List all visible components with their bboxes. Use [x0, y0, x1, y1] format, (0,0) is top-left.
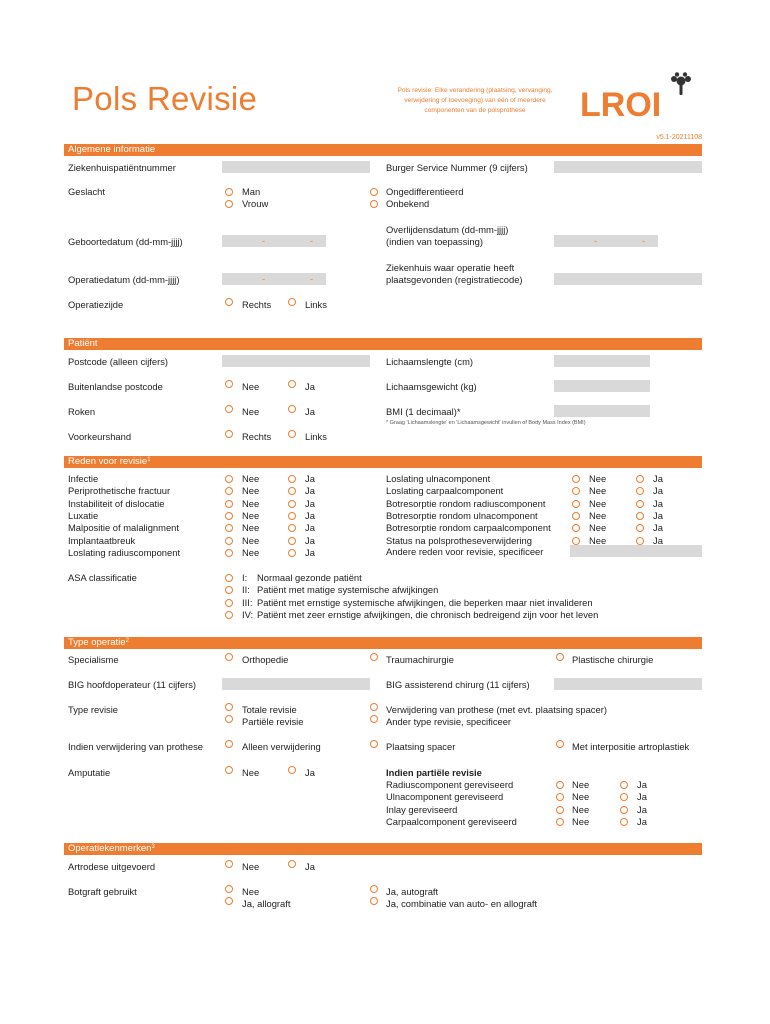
- overlijdensdatum-label: Overlijdensdatum (dd-mm-jjjj): [386, 224, 509, 235]
- botgraft-nee-radio[interactable]: [225, 885, 233, 893]
- reden-nee-label: Nee: [242, 522, 260, 534]
- reden-botresorptie-rondom-carpaalcomponent-nee-radio[interactable]: [572, 524, 580, 532]
- reden-loslating-carpaalcomponent-ja-radio[interactable]: [636, 487, 644, 495]
- reden-nee-label: Nee: [242, 485, 260, 497]
- ziekenhuis-label: Ziekenhuis waar operatie heeft: [386, 262, 515, 273]
- lichaamsgewicht-label: Lichaamsgewicht (kg): [386, 381, 477, 392]
- reden-status-na-polsprotheseverwijdering-nee-radio[interactable]: [572, 537, 580, 545]
- geslacht-onbekend-label: Onbekend: [386, 198, 430, 209]
- asa-text: Patiënt met matige systemische afwijkingen: [257, 584, 439, 596]
- asa-code: I:: [242, 572, 248, 583]
- roken-label: Roken: [68, 406, 96, 417]
- type-ander-radio[interactable]: [370, 715, 378, 723]
- reden-item-label: Loslating radiuscomponent: [68, 546, 181, 558]
- botgraft-autograft-radio[interactable]: [370, 885, 378, 893]
- partiele-ja-label: Ja: [637, 803, 647, 815]
- alleen-verwijdering-radio[interactable]: [225, 740, 233, 748]
- specialisme-plastische-label: Plastische chirurgie: [572, 654, 654, 665]
- geslacht-man-label: Man: [242, 186, 261, 197]
- voorkeurshand-rechts-radio[interactable]: [225, 430, 233, 438]
- reden-malpositie-of-malalignment-ja-radio[interactable]: [288, 524, 296, 532]
- postcode-input[interactable]: [222, 355, 370, 367]
- roken-nee-radio[interactable]: [225, 405, 233, 413]
- big-assisterend-label: BIG assisterend chirurg (11 cijfers): [386, 679, 530, 690]
- botgraft-label: Botgraft gebruikt: [68, 886, 137, 897]
- partiele-radiuscomponent-gereviseerd-ja-radio[interactable]: [620, 781, 628, 789]
- big-assisterend-input[interactable]: [554, 678, 702, 690]
- reden-item-label: Luxatie: [68, 509, 99, 521]
- alleen-verwijdering-label: Alleen verwijdering: [242, 741, 321, 752]
- reden-implantaatbreuk-nee-radio[interactable]: [225, 537, 233, 545]
- partiele-nee-label: Nee: [572, 815, 590, 827]
- reden-nee-label: Nee: [589, 509, 607, 521]
- partiele-inlay-gereviseerd-nee-radio[interactable]: [556, 806, 564, 814]
- partiele-heading: Indien partiële revisie: [386, 767, 482, 778]
- footnote-marker: 1: [147, 457, 151, 463]
- reden-item-label: Botresorptie rondom ulnacomponent: [386, 509, 538, 521]
- lroi-logo-text: LROI: [580, 86, 662, 124]
- version-label: v5.1-20211108: [656, 134, 702, 141]
- botgraft-allograft-label: Ja, allograft: [242, 898, 291, 909]
- geboortedatum-label: Geboortedatum (dd-mm-jjjj): [68, 236, 183, 247]
- partiele-inlay-gereviseerd-ja-radio[interactable]: [620, 806, 628, 814]
- reden-nee-label: Nee: [589, 534, 607, 546]
- partiele-radiuscomponent-gereviseerd-nee-radio[interactable]: [556, 781, 564, 789]
- interpositie-label: Met interpositie artroplastiek: [572, 741, 690, 752]
- andere-reden-input[interactable]: [570, 545, 702, 557]
- reden-botresorptie-rondom-radiuscomponent-ja-radio[interactable]: [636, 500, 644, 508]
- reden-loslating-ulnacomponent-nee-radio[interactable]: [572, 475, 580, 483]
- artrodese-nee-radio[interactable]: [225, 860, 233, 868]
- reden-ja-label: Ja: [305, 497, 315, 509]
- reden-item-label: Infectie: [68, 473, 99, 484]
- date-separator: -: [262, 274, 265, 284]
- asa-1-radio[interactable]: [225, 574, 233, 582]
- specialisme-traumachirurgie-label: Traumachirurgie: [386, 654, 454, 665]
- lichaamslengte-label: Lichaamslengte (cm): [386, 356, 474, 367]
- section-header-patient: Patiënt: [64, 338, 702, 350]
- reden-instabiliteit-of-dislocatie-nee-radio[interactable]: [225, 500, 233, 508]
- partiele-ulnacomponent-gereviseerd-ja-radio[interactable]: [620, 793, 628, 801]
- reden-item-label: Periprothetische fractuur: [68, 485, 171, 497]
- page-title: Pols Revisie: [72, 80, 258, 117]
- bsn-input[interactable]: [554, 161, 702, 173]
- lichaamsgewicht-input[interactable]: [554, 380, 650, 392]
- voorkeurshand-label: Voorkeurshand: [68, 431, 132, 442]
- lichaamslengte-input[interactable]: [554, 355, 650, 367]
- reden-ja-label: Ja: [305, 534, 315, 546]
- type-partiele-radio[interactable]: [225, 715, 233, 723]
- bsn-label: Burger Service Nummer (9 cijfers): [386, 162, 528, 173]
- roken-nee-label: Nee: [242, 406, 260, 417]
- reden-infectie-nee-radio[interactable]: [225, 475, 233, 483]
- partiele-carpaalcomponent-gereviseerd-nee-radio[interactable]: [556, 818, 564, 826]
- specialisme-traumachirurgie-radio[interactable]: [370, 653, 378, 661]
- asa-2-radio[interactable]: [225, 586, 233, 594]
- reden-loslating-radiuscomponent-ja-radio[interactable]: [288, 549, 296, 557]
- reden-infectie-ja-radio[interactable]: [288, 475, 296, 483]
- partiele-ulnacomponent-gereviseerd-nee-radio[interactable]: [556, 793, 564, 801]
- date-separator: -: [310, 274, 313, 284]
- botgraft-autograft-label: Ja, autograft: [386, 886, 439, 897]
- reden-ja-label: Ja: [305, 522, 315, 534]
- operatiezijde-links-label: Links: [305, 299, 327, 310]
- footnote-marker: 2: [125, 638, 129, 644]
- reden-nee-label: Nee: [242, 546, 260, 558]
- geslacht-ongedifferentieerd-label: Ongedifferentieerd: [386, 186, 464, 197]
- big-hoofdoperateur-label: BIG hoofdoperateur (11 cijfers): [68, 679, 197, 690]
- botgraft-nee-label: Nee: [242, 886, 260, 897]
- reden-ja-label: Ja: [653, 497, 663, 509]
- reden-botresorptie-rondom-carpaalcomponent-ja-radio[interactable]: [636, 524, 644, 532]
- reden-luxatie-ja-radio[interactable]: [288, 512, 296, 520]
- reden-nee-label: Nee: [242, 473, 260, 484]
- reden-loslating-ulnacomponent-ja-radio[interactable]: [636, 475, 644, 483]
- plaatsing-spacer-radio[interactable]: [370, 740, 378, 748]
- postcode-label: Postcode (alleen cijfers): [68, 356, 169, 367]
- artrodese-ja-label: Ja: [305, 861, 315, 872]
- type-partiele-label: Partiële revisie: [242, 716, 304, 727]
- type-totale-label: Totale revisie: [242, 704, 297, 715]
- asa-text: Patiënt met ernstige systemische afwijkingen, die beperken maar niet invalideren: [257, 596, 593, 608]
- roken-ja-label: Ja: [305, 406, 315, 417]
- asa-label: ASA classificatie: [68, 572, 137, 583]
- section-header-type: [64, 637, 702, 649]
- specialisme-plastische-radio[interactable]: [556, 653, 564, 661]
- type-verwijdering-radio[interactable]: [370, 703, 378, 711]
- interpositie-radio[interactable]: [556, 740, 564, 748]
- andere-reden-label: Andere reden voor revisie, specificeer: [386, 546, 544, 557]
- type-verwijdering-label: Verwijdering van prothese (met evt. plaatsing spacer): [386, 704, 607, 715]
- amputatie-nee-label: Nee: [242, 767, 260, 778]
- reden-item-label: Botresorptie rondom radiuscomponent: [386, 497, 546, 509]
- indien-verwijdering-label: Indien verwijdering van prothese: [68, 741, 203, 752]
- reden-nee-label: Nee: [589, 473, 607, 484]
- reden-loslating-carpaalcomponent-nee-radio[interactable]: [572, 487, 580, 495]
- buitenlandse-postcode-ja-label: Ja: [305, 381, 315, 392]
- reden-botresorptie-rondom-ulnacomponent-ja-radio[interactable]: [636, 512, 644, 520]
- amputatie-ja-radio[interactable]: [288, 766, 296, 774]
- artrodese-ja-radio[interactable]: [288, 860, 296, 868]
- big-hoofdoperateur-input[interactable]: [222, 678, 370, 690]
- reden-item-label: Instabiliteit of dislocatie: [68, 497, 165, 509]
- reden-item-label: Implantaatbreuk: [68, 534, 136, 546]
- asa-4-radio[interactable]: [225, 611, 233, 619]
- ziekenhuis-input[interactable]: [554, 273, 702, 285]
- asa-text: Normaal gezonde patiënt: [257, 572, 362, 583]
- reden-status-na-polsprotheseverwijdering-ja-radio[interactable]: [636, 537, 644, 545]
- botgraft-combinatie-radio[interactable]: [370, 897, 378, 905]
- bmi-footnote: * Graag 'Lichaamslengte' en 'Lichaamsgewicht' invullen of Body Mass Index (BMI): [386, 420, 586, 426]
- reden-loslating-radiuscomponent-nee-radio[interactable]: [225, 549, 233, 557]
- asa-code: III:: [242, 596, 253, 608]
- reden-ja-label: Ja: [305, 473, 315, 484]
- reden-nee-label: Nee: [589, 522, 607, 534]
- reden-item-label: Loslating ulnacomponent: [386, 473, 491, 484]
- type-totale-radio[interactable]: [225, 703, 233, 711]
- amputatie-ja-label: Ja: [305, 767, 315, 778]
- bmi-input[interactable]: [554, 405, 650, 417]
- artrodese-nee-label: Nee: [242, 861, 260, 872]
- footnote-marker: 3: [151, 844, 155, 850]
- reden-ja-label: Ja: [653, 473, 663, 484]
- date-separator: -: [594, 236, 597, 246]
- date-separator: -: [310, 236, 313, 246]
- reden-nee-label: Nee: [589, 497, 607, 509]
- reden-item-label: Loslating carpaalcomponent: [386, 485, 504, 497]
- overlijdensdatum-sublabel: (indien van toepassing): [386, 236, 483, 247]
- asa-text: Patiënt met zeer ernstige afwijkingen, die chronisch bedreigend zijn voor het leven: [257, 608, 599, 620]
- reden-ja-label: Ja: [653, 534, 663, 546]
- lroi-logo: [578, 72, 698, 124]
- section-header-algemeen: Algemene informatie: [64, 144, 702, 156]
- date-separator: -: [262, 236, 265, 246]
- reden-instabiliteit-of-dislocatie-ja-radio[interactable]: [288, 500, 296, 508]
- reden-ja-label: Ja: [305, 485, 315, 497]
- reden-botresorptie-rondom-radiuscomponent-nee-radio[interactable]: [572, 500, 580, 508]
- buitenlandse-postcode-ja-radio[interactable]: [288, 380, 296, 388]
- reden-ja-label: Ja: [305, 546, 315, 558]
- operatiezijde-links-radio[interactable]: [288, 298, 296, 306]
- geslacht-label: Geslacht: [68, 186, 105, 197]
- voorkeurshand-links-radio[interactable]: [288, 430, 296, 438]
- specialisme-label: Specialisme: [68, 654, 119, 665]
- section-title: Type operatie: [68, 637, 126, 648]
- amputatie-label: Amputatie: [68, 767, 111, 778]
- asa-code: II:: [242, 584, 250, 596]
- voorkeurshand-rechts-label: Rechts: [242, 431, 272, 442]
- operatiezijde-rechts-radio[interactable]: [225, 298, 233, 306]
- reden-ja-label: Ja: [653, 485, 663, 497]
- amputatie-nee-radio[interactable]: [225, 766, 233, 774]
- reden-ja-label: Ja: [653, 509, 663, 521]
- section-title: Reden voor revisie: [68, 456, 148, 467]
- botgraft-allograft-radio[interactable]: [225, 897, 233, 905]
- specialisme-orthopedie-label: Orthopedie: [242, 654, 289, 665]
- reden-item-label: Status na polsprotheseverwijdering: [386, 534, 532, 546]
- reden-periprothetische-fractuur-ja-radio[interactable]: [288, 487, 296, 495]
- specialisme-orthopedie-radio[interactable]: [225, 653, 233, 661]
- reden-ja-label: Ja: [653, 522, 663, 534]
- operatiezijde-label: Operatiezijde: [68, 299, 124, 310]
- ziekenhuispatientnummer-input[interactable]: [222, 161, 370, 173]
- date-separator: -: [642, 236, 645, 246]
- operatiedatum-label: Operatiedatum (dd-mm-jjjj): [68, 274, 180, 285]
- reden-malpositie-of-malalignment-nee-radio[interactable]: [225, 524, 233, 532]
- partiele-item-label: Ulnacomponent gereviseerd: [386, 791, 504, 803]
- bmi-label: BMI (1 decimaal)*: [386, 406, 461, 417]
- buitenlandse-postcode-nee-label: Nee: [242, 381, 260, 392]
- partiele-nee-label: Nee: [572, 791, 590, 803]
- reden-ja-label: Ja: [305, 509, 315, 521]
- section-header-kenmerken: [64, 843, 702, 855]
- buitenlandse-postcode-nee-radio[interactable]: [225, 380, 233, 388]
- partiele-item-label: Carpaalcomponent gereviseerd: [386, 815, 517, 827]
- geslacht-man-radio[interactable]: [225, 188, 233, 196]
- reden-implantaatbreuk-ja-radio[interactable]: [288, 537, 296, 545]
- roken-ja-radio[interactable]: [288, 405, 296, 413]
- voorkeurshand-links-label: Links: [305, 431, 327, 442]
- section-header-reden: [64, 456, 702, 468]
- reden-item-label: Malpositie of malalignment: [68, 522, 179, 534]
- ziekenhuispatientnummer-label: Ziekenhuispatiëntnummer: [68, 162, 176, 173]
- operatiezijde-rechts-label: Rechts: [242, 299, 272, 310]
- partiele-ja-label: Ja: [637, 791, 647, 803]
- reden-botresorptie-rondom-ulnacomponent-nee-radio[interactable]: [572, 512, 580, 520]
- reden-nee-label: Nee: [242, 509, 260, 521]
- asa-3-radio[interactable]: [225, 599, 233, 607]
- partiele-nee-label: Nee: [572, 803, 590, 815]
- reden-nee-label: Nee: [242, 534, 260, 546]
- plaatsing-spacer-label: Plaatsing spacer: [386, 741, 456, 752]
- partiele-ja-label: Ja: [637, 815, 647, 827]
- botgraft-combinatie-label: Ja, combinatie van auto- en allograft: [386, 898, 538, 909]
- reden-nee-label: Nee: [242, 497, 260, 509]
- artrodese-label: Artrodese uitgevoerd: [68, 861, 156, 872]
- asa-code: IV:: [242, 608, 254, 620]
- reden-nee-label: Nee: [589, 485, 607, 497]
- ziekenhuis-sublabel: plaatsgevonden (registratiecode): [386, 274, 523, 285]
- buitenlandse-postcode-label: Buitenlandse postcode: [68, 381, 163, 392]
- partiele-ja-label: Ja: [637, 779, 647, 790]
- geslacht-vrouw-radio[interactable]: [225, 200, 233, 208]
- revision-description: Pols revisie: Elke verandering (plaatsing, vervanging, verwijdering of toevoeging) van één of meerdere componenten van de polsprothese: [397, 87, 553, 114]
- partiele-carpaalcomponent-gereviseerd-ja-radio[interactable]: [620, 818, 628, 826]
- reden-item-label: Botresorptie rondom carpaalcomponent: [386, 522, 551, 534]
- section-title: Operatiekenmerken: [68, 843, 152, 854]
- geslacht-onbekend-radio[interactable]: [370, 200, 378, 208]
- geslacht-vrouw-label: Vrouw: [242, 198, 269, 209]
- reden-periprothetische-fractuur-nee-radio[interactable]: [225, 487, 233, 495]
- partiele-item-label: Inlay gereviseerd: [386, 803, 458, 815]
- type-ander-label: Ander type revisie, specificeer: [386, 716, 512, 727]
- type-revisie-label: Type revisie: [68, 704, 119, 715]
- reden-luxatie-nee-radio[interactable]: [225, 512, 233, 520]
- partiele-nee-label: Nee: [572, 779, 590, 790]
- geslacht-ongedifferentieerd-radio[interactable]: [370, 188, 378, 196]
- partiele-item-label: Radiuscomponent gereviseerd: [386, 779, 514, 790]
